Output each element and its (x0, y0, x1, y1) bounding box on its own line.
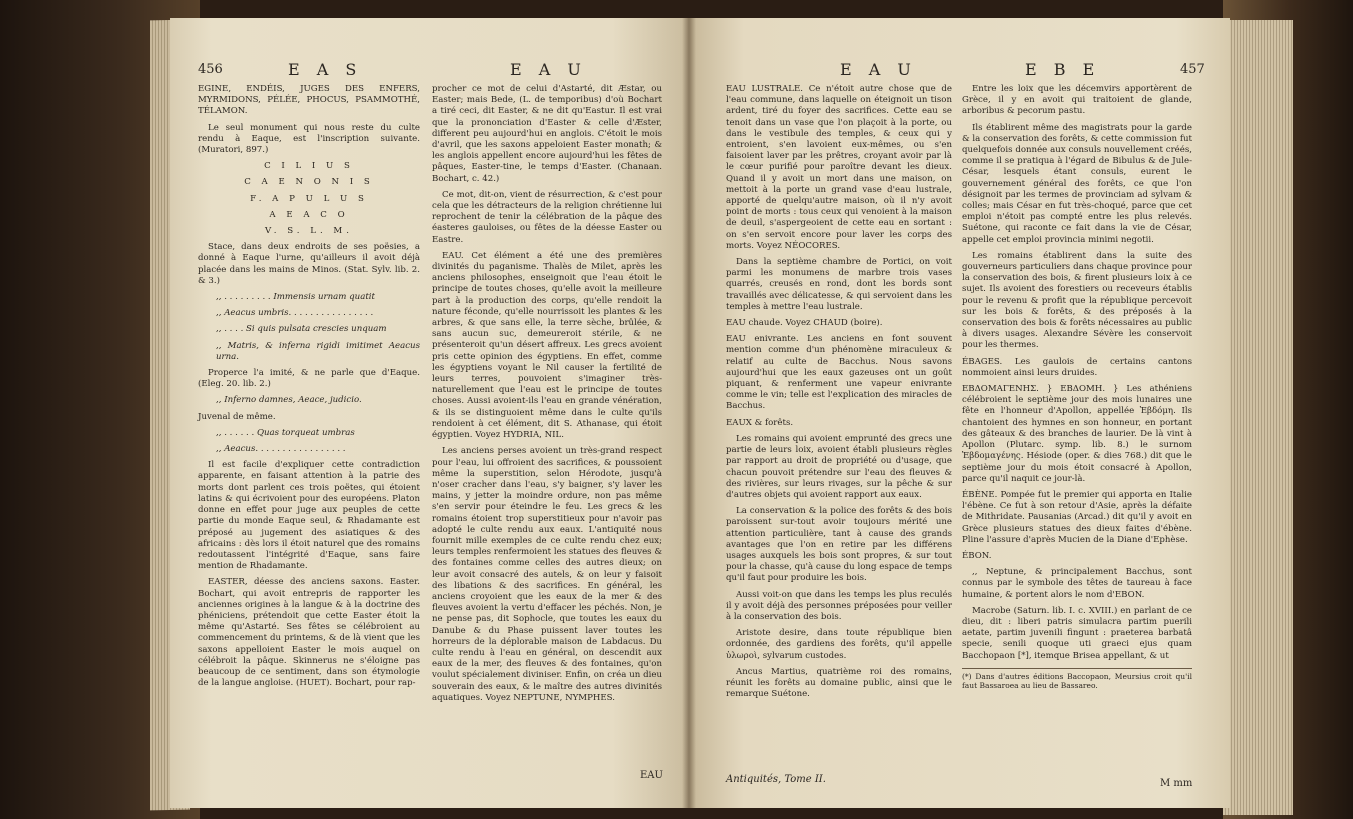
paragraph: Entre les loix que les décemvirs apportèrent de Grèce, il y en avoit qui traitoient de glande, arboribus & pecorum pastu. (962, 84, 1192, 117)
book-gutter (682, 18, 696, 808)
paragraph: Dans la septième chambre de Portici, on voit parmi les monumens de marbre trois vases quarrés, creusés en rond, dont les bords sont travaillés avec délicatesse, & qui servoient dans les temples à mettre l'eau lustrale. (726, 257, 952, 312)
page-number: 456 (198, 62, 223, 77)
paragraph: Aussi voit-on que dans les temps les plus reculés il y avoit déjà des personnes préposées pour veiller à la conservation des bois. (726, 589, 952, 622)
page-number: 457 (1180, 62, 1205, 77)
right-page (690, 18, 1230, 808)
paragraph: Le seul monument qui nous reste du culte rendu à Eaque, est l'inscription suivante. (Muratori, 897.) (198, 122, 420, 156)
paragraph: V. S. L. M. (265, 226, 353, 237)
signature-mark: Antiquités, Tome II. (726, 774, 826, 785)
paragraph: Les romains établirent dans la suite des gouverneurs particuliers dans chaque province pour la conservation des bois, & firent plusieurs loix à ce sujet. Ils avoient des forestiers ou receveurs établis pour le revenu & profit que la république percevoit sur les bois & forêts, & des préposés à la conservation des bois & forêts nécessaires au public à divers usages. Alexandre Sévère les conservoit pour les thermes. (962, 250, 1192, 351)
right-column-2 (962, 84, 1192, 691)
paragraph: ÉBON. (962, 550, 992, 561)
paragraph: ,, Aeacus umbris. . . . . . . . . . . . . . . . (216, 308, 374, 319)
running-header-left: E A U (840, 60, 917, 79)
paragraph: ,, . . . . . . Quas torqueat umbras (216, 427, 355, 438)
paragraph: Ce mot, dit-on, vient de résurrection, & c'est pour cela que les détracteurs de la religion chrétienne lui reprochent de tenir la célébration de la pâque des éasteres gauloises, ou fêtes de la déesse Easter ou Eastre. (432, 189, 662, 245)
paragraph: EAUX & forêts. (726, 417, 794, 428)
paragraph: La conservation & la police des forêts & des bois paroissent sur-tout avoir toujours mérité une attention particulière, tant à cause des grands avantages que l'on en retire par les différens usages auxquels les bois sont propres, & sur tout pour la chasse, qu'à cause du long espace de temps qu'il faut pour produire les bois. (726, 506, 952, 584)
paragraph: Ancus Martius, quatrième roi des romains, réunit les forêts au domaine public, ainsi que le remarque Suétone. (726, 666, 952, 700)
paragraph: Les romains qui avoient emprunté des grecs une partie de leurs loix, avoient établi plusieurs règles par rapport au droit de propriété ou d'usage, que chacun pouvoit prétendre sur l'eau des fleuves & des rivières, sur leurs rivages, sur la pêche & sur d'autres objets qui avoient rapport aux eaux. (726, 433, 952, 500)
running-header-right: E B E (1025, 60, 1101, 79)
paragraph: ÉBAGES. Les gaulois de certains cantons nommoient ainsi leurs druides. (962, 356, 1192, 378)
footnote: (*) Dans d'autres éditions Baccopaon, Meursius croit qu'il faut Bassaroea au lieu de Bassareo. (962, 668, 1192, 691)
paragraph: ,, Aeacus. . . . . . . . . . . . . . . . . (216, 444, 346, 455)
paragraph: EASTER, déesse des anciens saxons. Easter. Bochart, qui avoit entrepris de rapporter les anciennes origines à la langue & à la doctrine des phéniciens, prétendoit que cette Easter étoit la même qu'Astarté. Ses fêtes se célébroient au commencement du printems, & de là vient que les saxons appelloient Easter le mois auquel on célébroit la pâque. Skinnerus ne s'éloigne pas beaucoup de ce sentiment, dans son étymologie de la langue angloise. (HUET). Bochart, pour rap- (198, 577, 420, 689)
right-column-1 (726, 84, 952, 705)
paragraph: ,, . . . . Si quis pulsata crescies unquam (216, 324, 387, 335)
paragraph: Properce l'a imité, & ne parle que d'Eaque. (Eleg. 20. lib. 2.) (198, 368, 420, 390)
paragraph: EAU LUSTRALE. Ce n'étoit autre chose que de l'eau commune, dans laquelle on éteignoit un tison ardent, tiré du foyer des sacrifices. Cette eau se tenoit dans un vase que l'on plaçoit à la porte, ou dans le vestibule des temples, & ceux qui y entroient, s'en lavoient eux-mêmes, ou s'en faisoient laver par les prêtres, croyant avoir par là le cœur purifié pour paroître devant les dieux. Quand il y avoit un mort dans une maison, on mettoit à la porte un grand vase d'eau lustrale, apporté de quelqu'autre maison, où il n'y avoit point de morts : tous ceux qui venoient à la maison de deuil, s'aspergeoient de cette eau en sortant : on s'en servoit encore pour laver les corps des morts. Voyez NÉOCORES. (726, 84, 952, 251)
paragraph: procher ce mot de celui d'Astarté, dit Æstar, ou Easter; mais Bede, (L. de temporibus) d'où Bochart a tiré ceci, dit Easter, & ne dit qu'Eastur. Il est vrai que la prononciation d'Easter & celle d'Æster, different peu aujourd'hui en anglois. C'étoit le mois d'avril, que les saxons appeloient Easter monath; & les anglois appellent encore aujourd'hui les fêtes de pâques, Easter-tine, le temps d'Easter. (Chanaan. Bochart, c. 42.) (432, 84, 662, 184)
paragraph: C A E N O N I S (244, 177, 374, 188)
paragraph: Ils établirent même des magistrats pour la garde & la conservation des forêts, & cette commission fut quelquefois donnée aux consuls nouvellement créés, comme il se pratiqua à l'égard de Bibulus & de Jule-César, lesquels étant consuls, eurent le gouvernement général des forêts, ce que l'on désignoit par les termes de provinciam ad sylvam & colles; mais César en fut très-choqué, parce que cet emploi n'étoit pas compté entre les plus relevés. Suétone, qui raconte ce fait dans la vie de César, appelle cet emploi provincia minimi negotii. (962, 122, 1192, 245)
paragraph: EAU enivrante. Les anciens en font souvent mention comme d'un phénomène miraculeux & relatif au culte de Bacchus. Nous savons aujourd'hui que les eaux gazeuses ont un goût piquant, & renferment une vapeur enivrante comme le vin; telle est l'explication des miracles de Bacchus. (726, 334, 952, 412)
left-column-1 (198, 84, 420, 694)
paragraph: EAU chaude. Voyez CHAUD (boire). (726, 318, 883, 329)
paragraph: Aristote desire, dans toute république bien ordonnée, des gardiens des forêts, qu'il appelle ὑλωροὶ, sylvarum custodes. (726, 628, 952, 661)
left-page (170, 18, 690, 808)
running-header-right: E A U (510, 60, 587, 79)
paragraph: Il est facile d'expliquer cette contradiction apparente, en faisant attention à la patrie des morts dont parlent ces trois poëtes, qui étoient latins & qui écrivoient pour des européens. Platon donne en effet pour juge aux peuples de cette partie du monde Eaque seul, & Rhadamante est préposé au jugement des asiatiques & des africains : dès lors il étoit naturel que des romains redoutassent l'intégrité d'Eaque, sans faire mention de Rhadamante. (198, 460, 420, 572)
running-header-left: E A S (288, 60, 363, 79)
catchword: M mm (1160, 778, 1193, 789)
paragraph: Les anciens perses avoient un très-grand respect pour l'eau, lui offroient des sacrifices, & poussoient même la superstition, selon Hérodote, jusqu'à n'oser cracher dans l'eau, s'y baigner, s'y laver les mains, y jetter la moindre ordure, non pas même s'en servir pour éteindre le feu. Les grecs & les romains étoient trop superstitieux pour n'avoir pas adopté le culte rendu aux eaux. L'antiquité nous fournit mille exemples de ce culte rendu chez eux; leurs temples renfermoient les statues des fleuves & des fontaines comme celles des autres dieux; on leur avoit consacré des autels, & on leur y faisoit des libations & des sacrifices. En général, les anciens croyoient que les eaux de la mer & des fleuves avoient la vertu d'effacer les péchés. Non, je ne pense pas, dit Sophocle, que toutes les eaux du Danube & du Phase puissent laver toutes les horreurs de la déplorable maison de Labdacus. Du culte rendu à l'eau en général, on descendit aux eaux de la mer, des fleuves & des fontaines, qu'on voulut spécialement diviniser. Enfin, on créa un dieu souverain des eaux, & le maître des autres divinités aquatiques. Voyez NEPTUNE, NYMPHES. (432, 446, 662, 703)
paragraph: ΕΒΔΟΜΑΓΕΝΗΣ. } ΕΒΔΟΜΗ. } Les athéniens célébroient le septième jour des mois lunaires une fête en l'honneur d'Apollon, appellée Ἑβδόμη. Ils chantoient des hymnes en son honneur, en portant des gâteaux & des branches de laurier. De là vint à Apollon (Plutarc. symp. lib. 8.) le surnom Ἑβδομαγένης. Hésiode (oper. & dies 768.) dit que le septième jour du mois étoit consacré à Apollon, parce qu'il naquit ce jour-là. (962, 384, 1192, 484)
paragraph: Macrobe (Saturn. lib. I. c. XVIII.) en parlant de ce dieu, dit : liberi patris simulacra partim puerili aetate, partim juvenili fingunt : praeterea barbatâ specie, senili quoque uti graeci ejus quam Bacchopaon [*], itemque Brisea appellant, & ut (962, 605, 1192, 661)
paragraph: ,, Inferno damnes, Aeace, judicio. (216, 395, 362, 406)
catchword: EAU (640, 770, 663, 781)
paragraph: ,, Matris, & inferna rigidi imitimet Aeacus urna. (216, 340, 420, 362)
paragraph: ÉBÈNE. Pompée fut le premier qui apporta en Italie l'ébène. Ce fut à son retour d'Asie, après la défaite de Mithridate. Pausanias (Arcad.) dit qu'il y avoit en Grèce plusieurs statues des dieux faites d'ébène. Pline l'assure d'après Mucien de la Diane d'Ephèse. (962, 489, 1192, 545)
right-page-edges (1223, 20, 1293, 815)
paragraph: EGINE, ENDÉIS, JUGES DES ENFERS, MYRMIDONS, PÉLÉE, PHOCUS, PSAMMOTHÉ, TÉLAMON. (198, 84, 420, 117)
paragraph: C I L I U S (264, 161, 354, 172)
paragraph: ,, Neptune, & principalement Bacchus, sont connus par le symbole des têtes de taureau à face humaine, & portent alors le nom d'EBON. (962, 567, 1192, 600)
paragraph: Stace, dans deux endroits de ses poësies, a donné à Eaque l'urne, qu'ailleurs il avoit déjà placée dans les mains de Minos. (Stat. Sylv. lib. 2. & 3.) (198, 242, 420, 286)
paragraph: ,, . . . . . . . . . Immensis urnam quatit (216, 292, 375, 303)
paragraph: EAU. Cet élément a été une des premières divinités du paganisme. Thalès de Milet, après les anciens philosophes, enseignoit que l'eau étoit le principe de toutes choses, qu'elle avoit la meilleure part à la production des corps, qu'elle rendoit la nature féconde, qu'elle nourrissoit les plantes & les arbres, & que sans elle, la terre sèche, brûlée, & sans aucun suc, demeureroit stérile, & ne présenteroit qu'un désert affreux. Les grecs avoient pris cette opinion des égyptiens. En effet, comme les égyptiens voyant le Nil causer la fertilité de leurs terres, pouvoient s'imaginer très-naturellement que l'eau est le principe de toutes choses. Aussi avoient-ils l'eau en grande vénération, & ils se distinguoient même dans le culte qu'ils rendoient à cet élément, dit S. Athanase, qui étoit égyptien. Voyez HYDRIA, NIL. (432, 250, 662, 441)
left-column-2 (432, 84, 662, 709)
paragraph: Juvenal de même. (198, 411, 276, 422)
paragraph: A E A C O (269, 209, 349, 220)
paragraph: F. A P U L U S (250, 193, 368, 204)
